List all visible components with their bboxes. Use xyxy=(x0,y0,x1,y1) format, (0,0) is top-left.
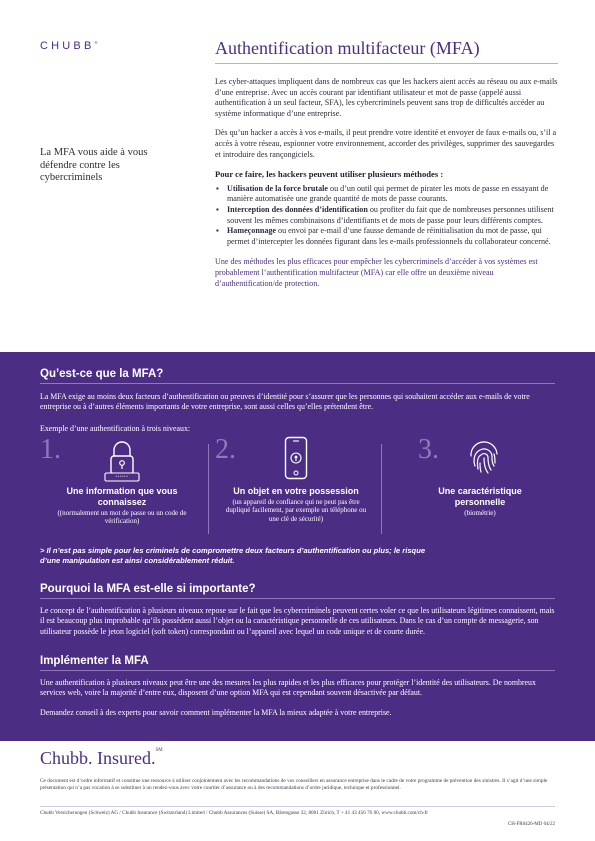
chubb-insured-brand: Chubb. Insured.℠ xyxy=(40,748,163,768)
intro-section xyxy=(215,77,560,298)
document-reference: CH-FR0426-MD 04/22 xyxy=(507,822,555,827)
methods-list xyxy=(215,184,560,248)
step-number: 2. xyxy=(215,434,236,465)
method-item: ▪ Utilisation de la force brutale ou d’un outil qui permet de pirater les mots de passe en essayant de manière automatisée une grande quantité de mots de passe courants. xyxy=(215,184,560,205)
step-description: (biométrie) xyxy=(464,509,496,517)
password-lock-icon xyxy=(104,440,140,487)
methods-heading: Pour ce faire, les hackers peuvent utiliser plusieurs méthodes : xyxy=(215,169,444,180)
title-divider xyxy=(215,63,558,64)
section-divider xyxy=(40,598,555,599)
company-address: Chubb Versicherungen (Schweiz) AG / Chubb Insurance (Switzerland) Limited / Chubb Assurances (Suisse) SA, Bärengasse 32, 8001 Zürich, T + 41 43 456 76 00, www.chubb.com/ch-fr xyxy=(40,810,428,816)
legal-disclaimer: Ce document est d’ordre informatif et constitue une ressource à utiliser conjointement avec les recommandations de vos conseillers en assurance entreprise dans le cadre de votre programme de prévention des sinistres. Il s’agit d’une simple présentation qui n’a pas vocation à se substituer à un rendez-vous avec votre courtier d’assurance ou à des recommandations d’ordre juridique, technique et professionnel. xyxy=(40,778,548,791)
mfa-note: > Il n’est pas simple pour les criminels de compromettre deux facteurs d’authentification ou plus; le risque d’une manipulation est ainsi considérablement réduit. xyxy=(40,546,426,565)
step-description: (un appareil de confiance qui ne peut pas être dupliqué facilement, par exemple un téléphone ou une clé de sécurité) xyxy=(225,498,367,523)
step-title: Un objet en votre possession xyxy=(233,486,359,496)
step-number: 3. xyxy=(418,434,439,465)
why-section xyxy=(40,583,555,637)
password-mask: ****** xyxy=(115,474,129,479)
method-item: ▪ Hameçonnage ou envoi par e-mail d’une fausse demande de réinitialisation du mot de passe, qui permet d’intercepter les données figurant dans les e-mails professionnels du collaborateur concerné. xyxy=(215,226,560,247)
step-title: Une caractéristique personnelle xyxy=(438,486,522,507)
mfa-info-panel xyxy=(0,352,595,741)
implement-body: Une authentification à plusieurs niveaux peut être une des mesures les plus rapides et les plus efficaces pour protéger l’identité des utilisateurs. De nombreux services web, voire la majorité d’entre eux, disposent d’une option MFA qui est cependant souvent désactivée par défaut. xyxy=(40,678,536,698)
why-heading: Pourquoi la MFA est-elle si importante? xyxy=(40,583,256,595)
intro-paragraph-1: Les cyber-attaques impliquent dans de nombreux cas que les hackers aient accès au réseau ou aux e-mails d’une entreprise. Avec un accès courant par identifiant utilisateur et mot de passe (appelé aussi authentification à un seul facteur, SFA), les cybercriminels peuvent sans trop de difficultés accéder au système informatique d’une entreprise. xyxy=(215,77,558,118)
section-divider xyxy=(40,383,555,384)
what-body: La MFA exige au moins deux facteurs d’authentification ou preuves d’identité pour s’assurer que les personnes qui souhaitent accéder aux e-mails de votre entreprise ou à d’autres éléments importants de votre entreprise, sont aussi celles qu’elles prétendent être. xyxy=(40,392,530,412)
intro-closing: Une des méthodes les plus efficaces pour empêcher les cybercriminels d’accéder à vos systèmes est probablement l’authentification multifacteur (MFA) car elle offre un deuxième niveau d’authentification/de protection. xyxy=(215,257,538,288)
implement-heading: Implémenter la MFA xyxy=(40,655,149,667)
step-divider xyxy=(208,444,209,534)
why-body: Le concept de l’authentification à plusieurs niveaux repose sur le fait que les cybercriminels peuvent certes voler ce que les utilisateurs légitimes connaissent, mais il est beaucoup plus improbable qu’ils possèdent aussi l’objet ou la caractéristique personnelle de ces utilisateurs. Dans le cas d’un compte de messagerie, son utilisateur possède le jeton logiciel (soft token) correspondant ou l’appareil avec lequel un code unique et de courte durée. xyxy=(40,606,555,636)
page-title: Authentification multifacteur (MFA) xyxy=(215,38,480,58)
what-heading: Qu’est-ce que la MFA? xyxy=(40,368,164,380)
step-divider xyxy=(381,444,382,534)
method-item: ▪ Interception des données d’identification ou profiter du fait que de nombreuses personnes utilisent souvent les mêmes combinaisons d’identifiants et de mots de passe pour leurs différents comptes. xyxy=(215,205,560,226)
implement-advice: Demandez conseil à des experts pour savoir comment implémenter la MFA la mieux adaptée à votre entreprise. xyxy=(40,707,392,717)
section-divider xyxy=(40,670,555,671)
implement-section xyxy=(40,655,555,718)
step-description: ((normalement un mot de passe ou un code de vérification) xyxy=(57,509,187,526)
example-label: Exemple d’une authentification à trois niveaux: xyxy=(40,423,191,433)
footer-divider xyxy=(40,806,555,807)
step-number: 1. xyxy=(40,434,61,465)
intro-paragraph-2: Dès qu’un hacker a accès à vos e-mails, il peut prendre votre identité et envoyer de faux e-mails ou, s’il a accès à votre réseau, espionner votre environnement, accorder des privilèges, supprimer des sauvegardes et introduire des rançongiciels. xyxy=(215,128,557,159)
what-section xyxy=(40,368,555,434)
fingerprint-icon xyxy=(468,436,500,481)
chubb-logo: CHUBB® xyxy=(40,40,98,52)
smartphone-icon xyxy=(284,436,308,485)
sidebar-tagline: La MFA vous aide à vous défendre contre les cybercriminels xyxy=(40,147,148,183)
step-title: Une information que vous connaissez xyxy=(66,486,178,507)
